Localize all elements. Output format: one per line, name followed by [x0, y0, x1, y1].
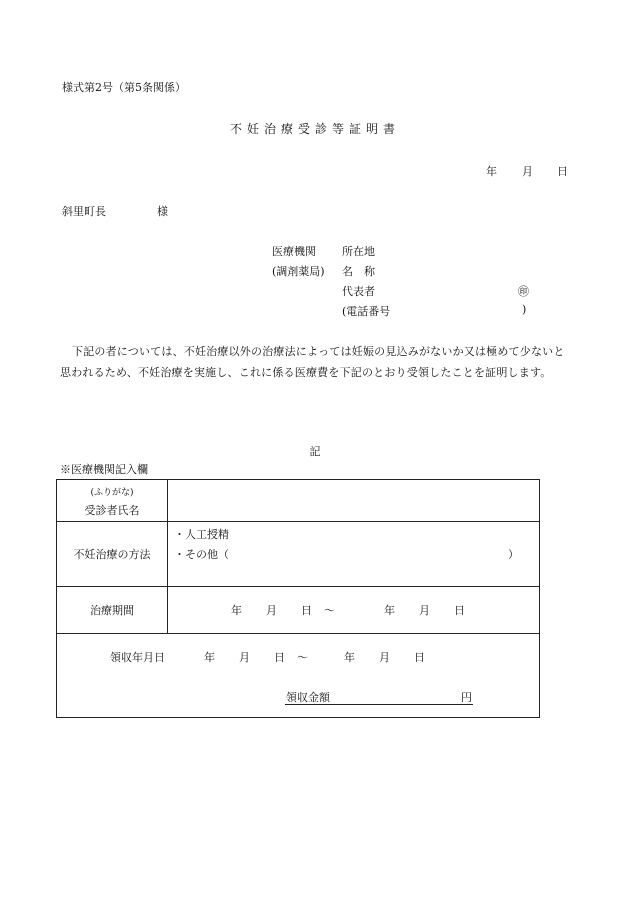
table-note: ※医療機関記入欄 — [60, 463, 148, 476]
certification-text: 下記の者については、不妊治療以外の治療法によっては妊娠の見込みがないか又は極めて少ないと思われるため、不妊治療を実施し、これに係る医療費を下記のとおり受領したことを証明します。 — [60, 345, 565, 379]
amount-underline — [285, 704, 473, 705]
patient-name-field[interactable] — [169, 481, 539, 520]
method-option-other[interactable]: ・その他（ — [174, 548, 229, 561]
seal-mark: ㊞ — [518, 285, 529, 298]
column-divider — [167, 480, 168, 633]
patient-name-label: 受診者氏名 — [84, 504, 140, 517]
period-end-year: 年 — [384, 604, 395, 617]
representative-label: 代表者 — [342, 285, 375, 298]
period-wave-dash: ～ — [324, 604, 335, 617]
amount-label: 領収金額 — [286, 691, 330, 704]
furigana-label: (ふりがな) — [90, 488, 134, 498]
row-divider — [57, 521, 539, 522]
method-option-artificial-insemination[interactable]: ・人工授精 — [174, 528, 229, 541]
receipt-start-month: 月 — [239, 651, 250, 664]
phone-label: (電話番号 — [342, 305, 391, 318]
period-start-day: 日 — [301, 604, 312, 617]
receipt-end-day: 日 — [414, 651, 425, 664]
phone-close-paren: ) — [522, 303, 527, 316]
receipt-start-day: 日 — [274, 651, 285, 664]
row-divider — [57, 586, 539, 587]
certificate-form-table — [56, 479, 540, 718]
amount-unit: 円 — [461, 691, 472, 704]
receipt-end-month: 月 — [379, 651, 390, 664]
period-start-month: 月 — [266, 604, 277, 617]
pharmacy-label: (調剤薬局) — [272, 265, 325, 278]
treatment-method-label: 不妊治療の方法 — [73, 548, 151, 561]
header-date-month: 月 — [522, 165, 533, 178]
header-date-day: 日 — [557, 165, 568, 178]
period-start-year: 年 — [231, 604, 242, 617]
address-label: 所在地 — [342, 245, 375, 258]
method-other-close-paren: ） — [508, 548, 519, 561]
period-end-month: 月 — [419, 604, 430, 617]
name-label: 名 称 — [342, 265, 375, 278]
receipt-wave-dash: ～ — [297, 651, 308, 664]
treatment-period-label: 治療期間 — [90, 604, 134, 617]
receipt-date-label: 領収年月日 — [110, 651, 165, 664]
period-end-day: 日 — [454, 604, 465, 617]
addressee-name: 斜里町長 — [62, 205, 106, 218]
institution-label: 医療機関 — [272, 245, 316, 258]
header-date-year: 年 — [486, 165, 497, 178]
receipt-start-year: 年 — [204, 651, 215, 664]
ki-heading: 記 — [309, 445, 321, 458]
addressee-suffix: 様 — [157, 205, 168, 218]
document-title: 不妊治療受診等証明書 — [229, 122, 400, 136]
form-number: 様式第2号（第5条関係） — [62, 81, 186, 94]
amount-field[interactable] — [332, 685, 457, 703]
receipt-end-year: 年 — [344, 651, 355, 664]
row-divider — [57, 633, 539, 634]
